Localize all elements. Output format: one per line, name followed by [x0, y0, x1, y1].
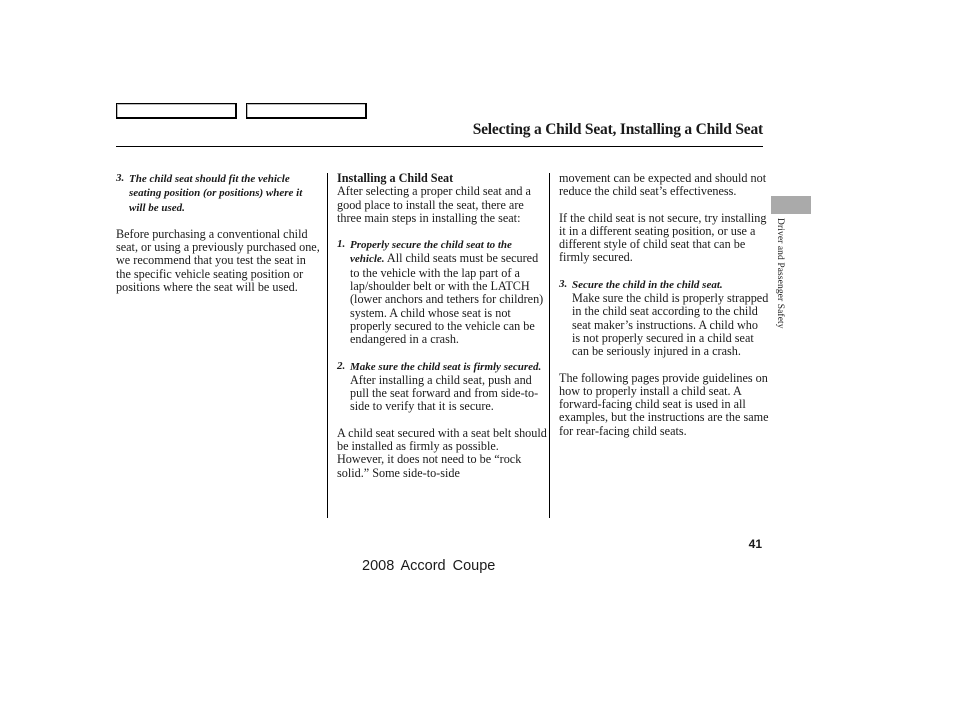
step-3-body: Make sure the child is properly strapped in the child seat according to the child seat maker’s instructions. A child who is not properly secured in a child seat can be seriously injured in a crash.	[572, 291, 769, 359]
step-1	[337, 238, 547, 346]
following-pages-paragraph: The following pages provide guidelines on how to properly install a child seat. A forward-facing child seat is used in all examples, but the instructions are the same for rear-facing child seats.	[559, 370, 769, 438]
column-3	[559, 172, 769, 438]
step-2-body: After installing a child seat, push and pull the seat forward and from side-to-side to verify that it is secure.	[350, 372, 539, 414]
step-2	[337, 360, 547, 414]
step-2-number: 2.	[337, 359, 346, 372]
step-3-lead: Secure the child in the child seat.	[572, 278, 723, 291]
installing-intro: After selecting a proper child seat and a good place to install the seat, there are three main steps in installing the seat:	[337, 184, 531, 225]
test-seat-paragraph: Before purchasing a conventional child seat, or using a previously purchased one, we recommend that you test the seat in the specific vehicle seating position or positions where the seat will be used.	[116, 226, 320, 295]
fit-note-text: The child seat should fit the vehicle seating position (or positions) where it will be used.	[129, 173, 303, 214]
column-2	[337, 172, 547, 480]
section-tab-label: Driver and Passenger Safety	[775, 218, 785, 329]
previous-page-button[interactable]	[116, 103, 237, 119]
seat-belt-paragraph: A child seat secured with a seat belt should be installed as firmly as possible. However, it does not need to be “rock solid.” Some side-to-side	[337, 425, 547, 480]
page-title: Selecting a Child Seat, Installing a Child Seat	[472, 121, 763, 138]
not-secure-paragraph: If the child seat is not secure, try installing it in a different seating position, or use a different style of child seat that can be firmly secured.	[559, 210, 767, 265]
fit-note-number: 3.	[116, 172, 125, 184]
installing-heading: Installing a Child Seat	[337, 171, 454, 185]
footer-model: 2008 Accord Coupe	[362, 558, 496, 574]
step-1-lead: Properly secure the child seat to the vehicle.	[350, 239, 512, 266]
step-1-number: 1.	[337, 238, 346, 251]
column-1	[116, 172, 320, 294]
title-divider	[116, 146, 763, 147]
next-page-button[interactable]	[246, 103, 367, 119]
column-divider-2	[549, 173, 550, 518]
step-3-number: 3.	[559, 277, 568, 290]
continuation-paragraph: movement can be expected and should not reduce the child seat’s effectiveness.	[559, 171, 767, 199]
step-3	[559, 278, 769, 359]
fit-note	[116, 172, 320, 215]
step-1-body: All child seats must be secured to the vehicle with the lap part of a lap/shoulder belt or with the LATCH (lower anchors and tethers for children) system. A child whose seat is not properly secured to the vehicle can be endangered in a crash.	[350, 251, 544, 347]
section-tab[interactable]	[771, 196, 811, 214]
step-2-lead: Make sure the child seat is firmly secured.	[350, 360, 542, 373]
page-number: 41	[748, 537, 762, 551]
column-divider-1	[327, 173, 328, 518]
